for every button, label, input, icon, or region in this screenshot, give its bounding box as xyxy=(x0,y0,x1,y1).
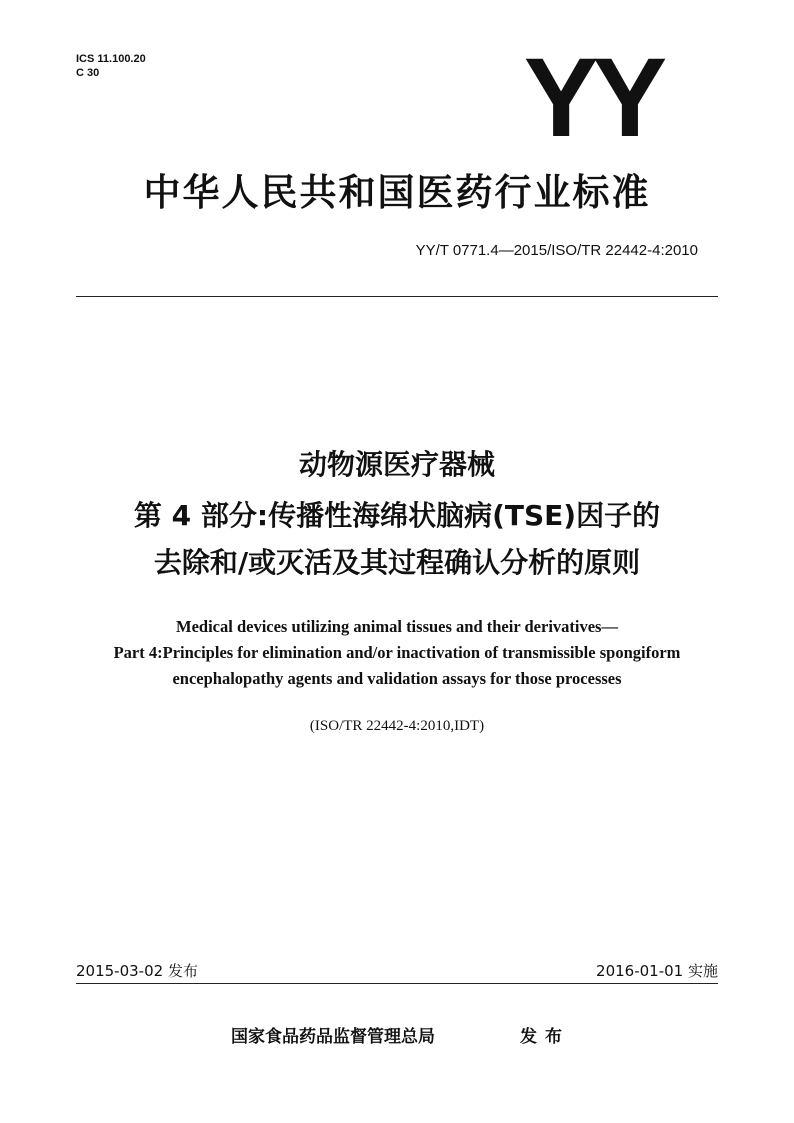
en-title xyxy=(0,614,794,692)
standard-category-title: 中华人民共和国医药行业标准 xyxy=(143,171,651,214)
publisher: 国家食品药品监督管理总局 xyxy=(231,1027,435,1047)
cn-title-line-2: 第 4 部分:传播性海绵状脑病(TSE)因子的 xyxy=(133,499,661,532)
cn-title-line-3: 去除和/或灭活及其过程确认分析的原则 xyxy=(153,546,641,579)
en-title-line-3: encephalopathy agents and validation assays for those processes xyxy=(172,669,622,688)
cn-title-line-1: 动物源医疗器械 xyxy=(298,448,495,481)
ccs-line: C 30 xyxy=(76,67,100,79)
ics-code xyxy=(76,52,146,80)
issue-label: 发布 xyxy=(520,1027,570,1047)
en-title-line-2: Part 4:Principles for elimination and/or inactivation of transmissible spongiform xyxy=(113,643,681,662)
bottom-divider xyxy=(76,983,718,984)
standard-number: YY/T 0771.4—2015/ISO/TR 22442-4:2010 xyxy=(415,242,698,259)
yy-logo: YY xyxy=(523,35,662,160)
top-divider xyxy=(76,296,718,297)
release-date: 2015-03-02 发布 xyxy=(76,962,198,980)
implementation-date: 2016-01-01 实施 xyxy=(596,962,718,980)
ics-line: ICS 11.100.20 xyxy=(76,53,146,65)
en-title-line-1: Medical devices utilizing animal tissues and their derivatives— xyxy=(176,617,618,636)
idt-note: (ISO/TR 22442-4:2010,IDT) xyxy=(309,718,485,734)
